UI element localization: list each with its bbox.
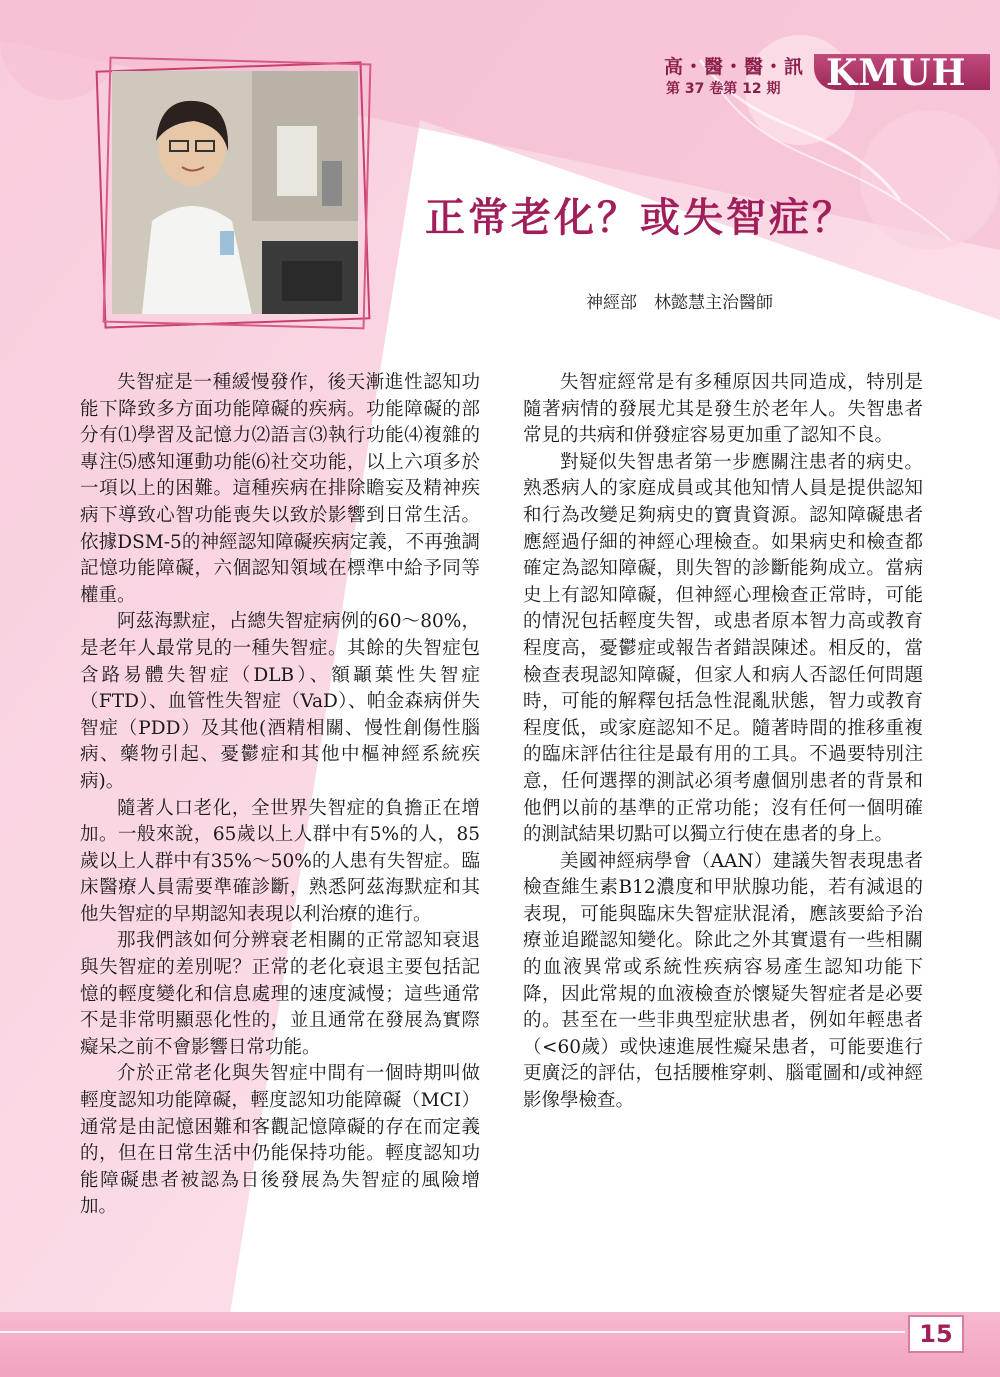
kmuh-logo-text: KMUH: [826, 52, 967, 94]
paragraph: 對疑似失智患者第一步應關注患者的病史。熟悉病人的家庭成員或其他知情人員是提供認知和行為改變足夠病史的寶貴資源。認知障礙患者應經過仔細的神經心理檢查。如果病史和檢查都確定為認知障礙，則失智的診斷能夠成立。當病史上有認知障礙，但神經心理檢查正常時，可能的情況包括輕度失智，或患者原本智力高或教育程度高，憂鬱症或報告者錯誤陳述。相反的，當檢查表現認知障礙，但家人和病人否認任何問題時，可能的解釋包括急性混亂狀態，智力或教育程度低，或家庭認知不足。隨著時間的推移重複的臨床評估往往是最有用的工具。不過要特別注意，任何選擇的測試必須考慮個別患者的背景和他們以前的基準的正常功能；沒有任何一個明確的測試結果切點可以獨立行使在患者的身上。: [523, 451, 923, 846]
paragraph: 失智症是一種緩慢發作，後天漸進性認知功能下降致多方面功能障礙的疾病。功能障礙的部分有⑴學習及記憶力⑵語言⑶執行功能⑷複雜的專注⑸感知運動功能⑹社交功能，以上六項多於一項以上的困難。這種疾病在排除瞻妄及精神疾病下導致心智功能喪失以致於影響到日常生活。依據DSM-5的神經認知障礙疾病定義，不再強調記憶功能障礙，六個認知領域在標準中給予同等權重。: [80, 372, 480, 606]
body-column-left: [80, 370, 480, 1221]
footer-divider: [0, 1331, 905, 1333]
kmuh-logo: [814, 52, 990, 94]
issue-number: 第 37 卷第 12 期: [666, 81, 781, 97]
paragraph: 美國神經病學會（AAN）建議失智表現患者檢查維生素B12濃度和甲狀腺功能，若有減退的表現，可能與臨床失智症狀混淆，應該要給予治療並追蹤認知變化。除此之外其實還有一些相關的血液異常或系統性疾病容易產生認知功能下降，因此常規的血液檢查於懷疑失智症者是必要的。甚至在一些非典型症狀患者，例如年輕患者（<60歲）或快速進展性癡呆患者，可能要進行更廣泛的評估，包括腰椎穿刺、腦電圖和/或神經影像學檢查。: [523, 850, 923, 1112]
paragraph: 介於正常老化與失智症中間有一個時期叫做輕度認知功能障礙，輕度認知功能障礙（MCI）通常是由記憶困難和客觀記憶障礙的存在而定義的，但在日常生活中仍能保持功能。輕度認知功能障礙患者被認為日後發展為失智症的風險增加。: [80, 1063, 480, 1218]
author-photo-frame: [100, 60, 370, 325]
article-author: 神經部 林懿慧主治醫師: [586, 293, 773, 313]
paragraph: 阿茲海默症，占總失智症病例的60～80%，是老年人最常見的一種失智症。其餘的失智症包含路易體失智症（DLB）、額顳葉性失智症（FTD）、血管性失智症（VaD）、帕金森病併失智症（PDD）及其他(酒精相關、慢性創傷性腦病、藥物引起、憂鬱症和其他中樞神經系統疾病)。: [80, 611, 480, 792]
paragraph: 隨著人口老化，全世界失智症的負擔正在增加。一般來說，65歲以上人群中有5%的人，85歲以上人群中有35%～50%的人患有失智症。臨床醫療人員需要準確診斷，熟悉阿茲海默症和其他失智症的早期認知表現以利治療的進行。: [80, 797, 480, 925]
body-column-right: [523, 370, 923, 1115]
paragraph: 那我們該如何分辨衰老相關的正常認知衰退與失智症的差別呢？正常的老化衰退主要包括記憶的輕度變化和信息處理的速度減慢；這些通常不是非常明顯惡化性的，並且通常在發展為實際癡呆之前不會影響日常功能。: [80, 930, 480, 1058]
paragraph: 失智症經常是有多種原因共同造成，特別是隨著病情的發展尤其是發生於老年人。失智患者常見的共病和併發症容易更加重了認知不良。: [523, 372, 923, 447]
page-number: 15: [919, 1320, 953, 1348]
doctor-illustration: [112, 71, 358, 314]
footer-band: [0, 1312, 1000, 1377]
article-title: 正常老化？或失智症？: [425, 195, 855, 241]
author-photo: [112, 71, 358, 314]
page-header: [664, 50, 994, 110]
page-number-box: [908, 1315, 964, 1353]
magazine-name: 高・醫・醫・訊: [664, 56, 805, 78]
